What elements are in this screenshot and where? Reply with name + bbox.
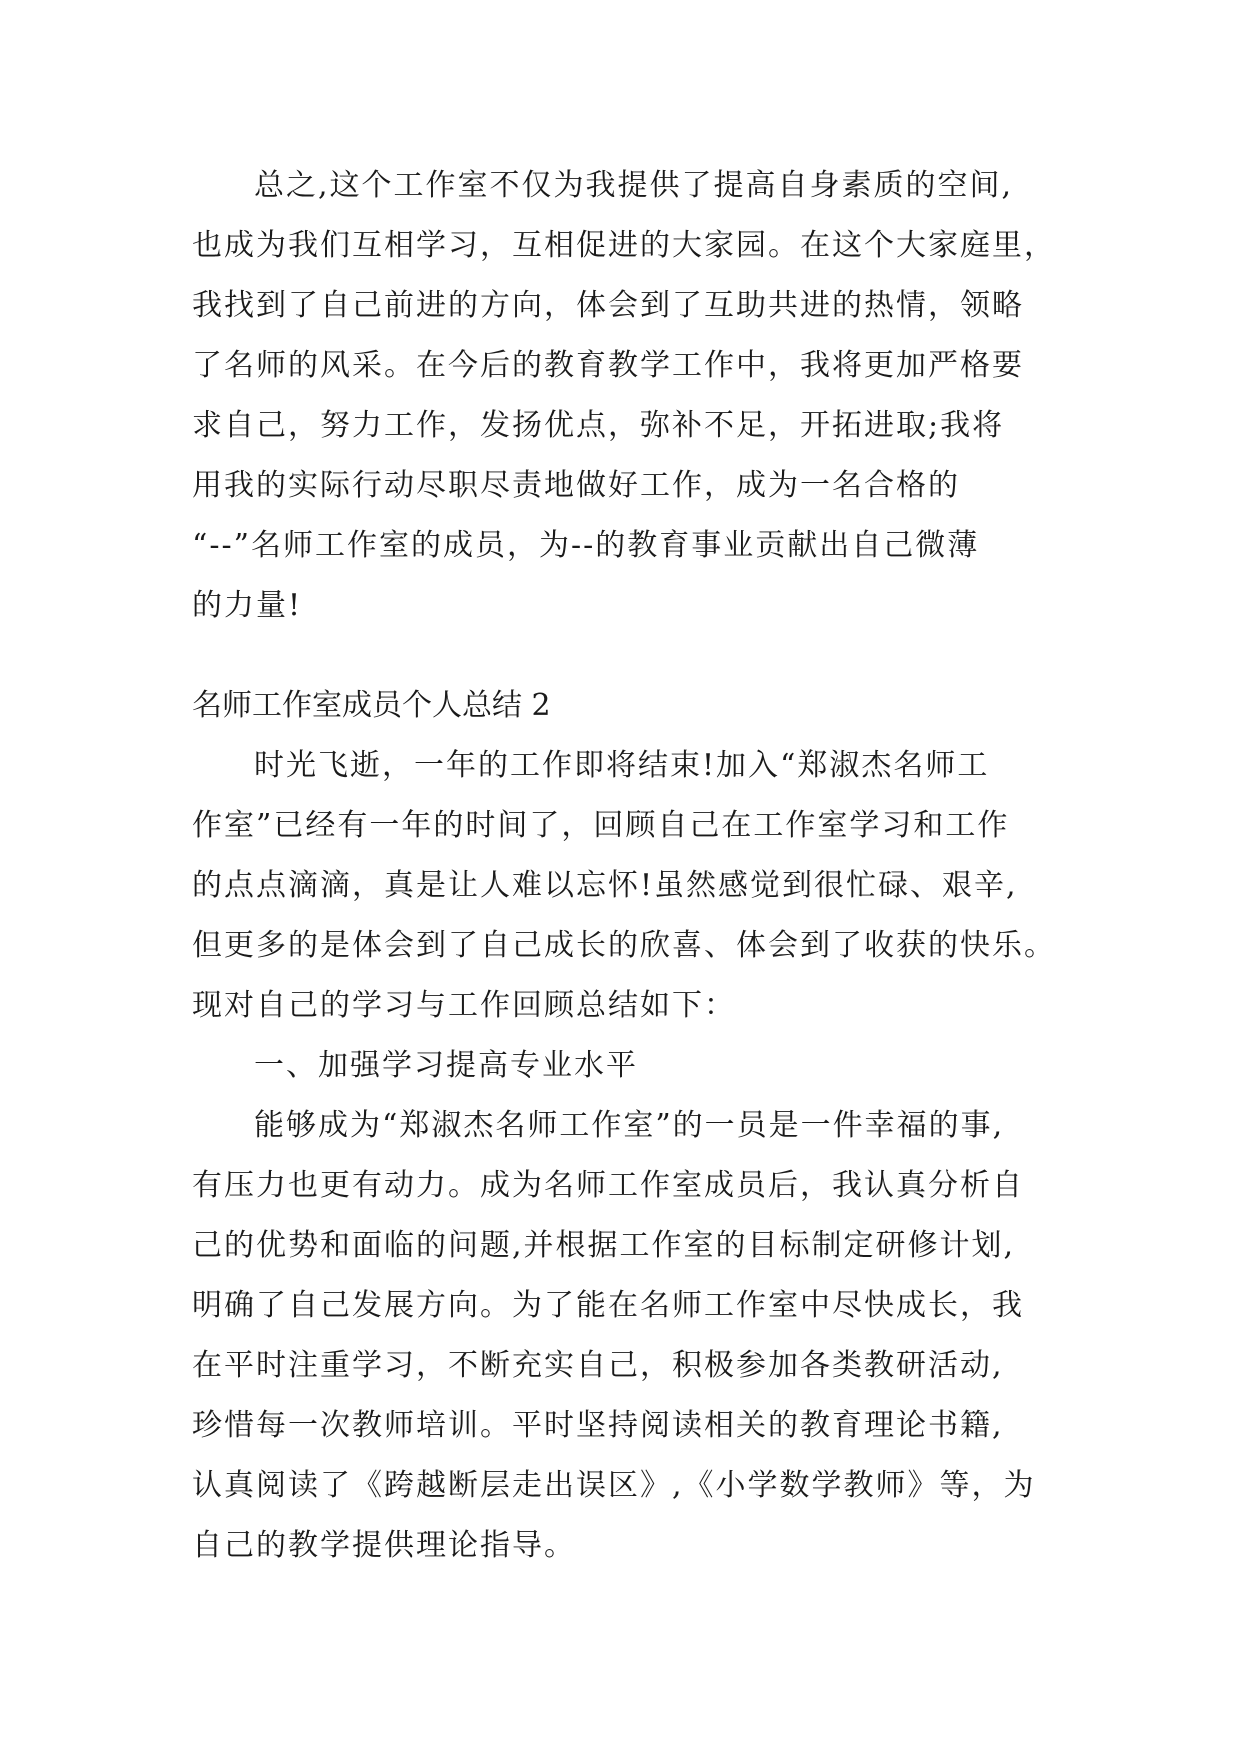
text-line: 现对自己的学习与工作回顾总结如下： xyxy=(192,988,736,1023)
text-line: 但更多的是体会到了自己成长的欣喜、体会到了收获的快乐。 xyxy=(192,928,1056,963)
text-line: 认真阅读了《跨越断层走出误区》,《小学数学教师》等，为 xyxy=(192,1468,1036,1503)
text-line: 明确了自己发展方向。为了能在名师工作室中尽快成长，我 xyxy=(192,1288,1024,1323)
text-line: 己的优势和面临的问题,并根据工作室的目标制定研修计划, xyxy=(192,1228,1016,1263)
text-line: 自己的教学提供理论指导。 xyxy=(192,1528,576,1563)
text-line: 了名师的风采。在今后的教育教学工作中，我将更加严格要 xyxy=(192,348,1024,383)
text-line: 的力量! xyxy=(192,588,303,623)
subheading: 一、加强学习提高专业水平 xyxy=(254,1048,638,1083)
text-line: 求自己，努力工作，发扬优点，弥补不足，开拓进取;我将 xyxy=(192,408,1005,443)
text-line: 能够成为“郑淑杰名师工作室”的一员是一件幸福的事, xyxy=(254,1108,1005,1143)
text-line: 用我的实际行动尽职尽责地做好工作，成为一名合格的 xyxy=(192,468,960,503)
text-line: 也成为我们互相学习，互相促进的大家园。在这个大家庭里， xyxy=(192,228,1056,263)
section-title: 名师工作室成员个人总结 2 xyxy=(192,688,551,723)
text-line: 我找到了自己前进的方向，体会到了互助共进的热情，领略 xyxy=(192,288,1024,323)
text-line: 在平时注重学习，不断充实自己，积极参加各类教研活动, xyxy=(192,1348,1004,1383)
text-line: 的点点滴滴，真是让人难以忘怀!虽然感觉到很忙碌、艰辛, xyxy=(192,868,1018,903)
text-line: 时光飞逝，一年的工作即将结束!加入“郑淑杰名师工 xyxy=(254,748,990,783)
text-line: 作室”已经有一年的时间了，回顾自己在工作室学习和工作 xyxy=(192,808,1010,843)
text-line: 有压力也更有动力。成为名师工作室成员后，我认真分析自 xyxy=(192,1168,1024,1203)
text-line: “--”名师工作室的成员，为--的教育事业贡献出自己微薄 xyxy=(192,528,980,563)
text-line: 珍惜每一次教师培训。平时坚持阅读相关的教育理论书籍, xyxy=(192,1408,1004,1443)
text-line: 总之,这个工作室不仅为我提供了提高自身素质的空间, xyxy=(254,168,1014,203)
